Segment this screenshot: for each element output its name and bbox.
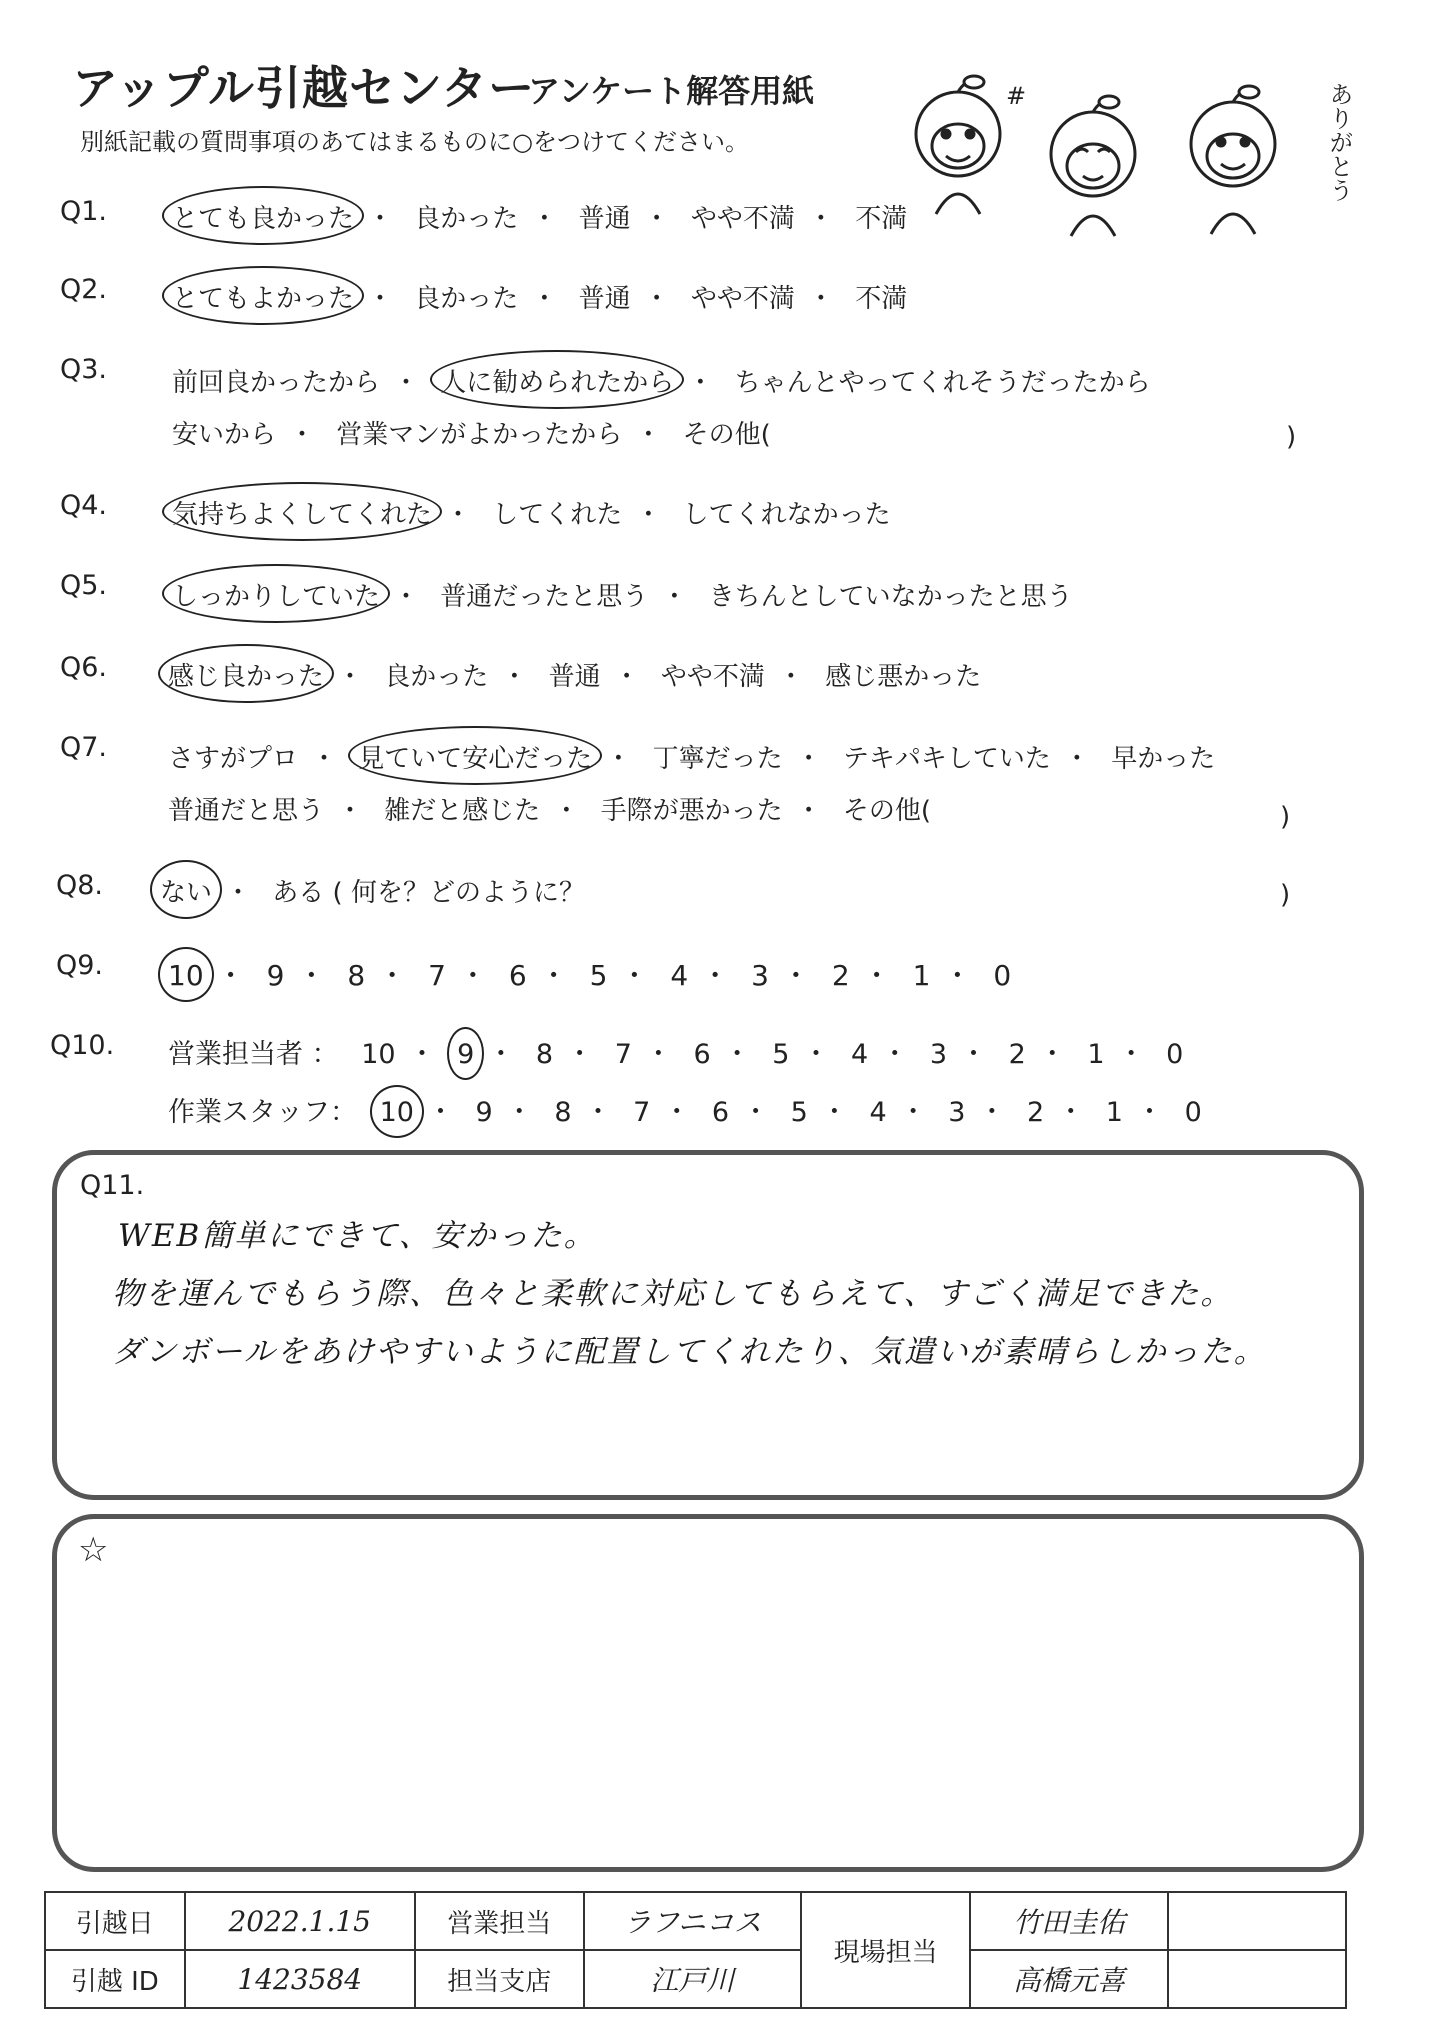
q7-paren-close: ): [1280, 802, 1291, 832]
q7-label: Q7.: [60, 732, 108, 763]
q5-label: Q5.: [60, 570, 108, 601]
branch-value: 江戸川: [584, 1950, 802, 2008]
q3-option[interactable]: 安いから: [172, 420, 277, 450]
q9-score-selected[interactable]: 10: [168, 959, 204, 992]
q7-option[interactable]: 早かった: [1111, 744, 1216, 774]
empty-cell: [1168, 1950, 1346, 2008]
q10-sales-score[interactable]: 10: [361, 1039, 396, 1070]
q7-options-line1: さすがプロ ・ 見ていて安心だった ・ 丁寧だった ・ テキパキしていた ・ 早かった: [168, 738, 1215, 775]
q4-label: Q4.: [60, 490, 108, 521]
q3-option[interactable]: 前回良かったから: [172, 368, 381, 398]
q3-options-line1: 前回良かったから ・ 人に勧められたから ・ ちゃんとやってくれそうだったから: [172, 362, 1151, 399]
q6-label: Q6.: [60, 652, 108, 683]
q10-sales-score-selected[interactable]: 9: [457, 1039, 475, 1070]
q9-score[interactable]: 7: [428, 959, 446, 992]
q11-comment-box[interactable]: [52, 1150, 1364, 1500]
q10-sales-score[interactable]: 6: [693, 1039, 711, 1070]
q7-option[interactable]: テキパキしていた: [842, 744, 1051, 774]
q3-paren-close: ): [1286, 422, 1297, 452]
q10-sales-score[interactable]: 7: [614, 1039, 632, 1070]
q11-comment-line: WEB簡単にできて、安かった。: [118, 1218, 597, 1254]
q1-option[interactable]: 不満: [855, 204, 908, 234]
q1-label: Q1.: [60, 196, 108, 227]
q4-options: 気持ちよくしてくれた ・ してくれた ・ してくれなかった: [172, 494, 891, 531]
q2-options: とてもよかった ・ 良かった ・ 普通 ・ やや不満 ・ 不満: [172, 278, 907, 315]
q3-option[interactable]: ちゃんとやってくれそうだったから: [734, 368, 1151, 398]
q3-option-other[interactable]: その他(: [682, 420, 771, 450]
company-title: アップル引越センター: [72, 61, 536, 115]
q10-staff-score[interactable]: 0: [1184, 1097, 1202, 1128]
q1-option[interactable]: やや不満: [690, 204, 795, 234]
q9-score[interactable]: 3: [751, 959, 769, 992]
q2-option-selected[interactable]: とてもよかった: [172, 278, 354, 315]
q6-option-selected[interactable]: 感じ良かった: [168, 656, 324, 693]
q3-label: Q3.: [60, 354, 108, 385]
q7-option[interactable]: 手際が悪かった: [600, 796, 783, 826]
empty-cell: [1168, 1892, 1346, 1950]
move-id-value: 1423584: [185, 1950, 415, 2008]
q10-staff-score-selected[interactable]: 10: [379, 1097, 414, 1128]
q5-options: しっかりしていた ・ 普通だったと思う ・ きちんとしていなかったと思う: [172, 576, 1073, 613]
q10-staff-score[interactable]: 7: [633, 1097, 651, 1128]
q6-option[interactable]: やや不満: [660, 662, 765, 692]
form-subtitle: アンケート解答用紙: [528, 72, 815, 110]
q11-comment-line: ダンボールをあけやすいように配置してくれたり、気遣いが素晴らしかった。: [112, 1334, 1267, 1370]
q10-staff-score[interactable]: 5: [790, 1097, 808, 1128]
q9-score[interactable]: 1: [912, 959, 931, 992]
q1-options: とても良かった ・ 良かった ・ 普通 ・ やや不満 ・ 不満: [172, 198, 907, 235]
q2-option[interactable]: やや不満: [690, 284, 795, 314]
q6-options: 感じ良かった ・ 良かった ・ 普通 ・ やや不満 ・ 感じ悪かった: [168, 656, 981, 693]
q7-option-other[interactable]: その他(: [842, 796, 932, 826]
sales-rep-value: ラフニコス: [584, 1892, 802, 1950]
site-staff-label: 現場担当: [801, 1892, 970, 2008]
q10-staff-score[interactable]: 6: [711, 1097, 730, 1128]
q1-option[interactable]: 良かった: [414, 204, 519, 234]
q10-staff-scale: 作業スタッフ： 10 ・ 9 ・ 8 ・ 7 ・ 6 ・ 5 ・ 4 ・ 3 ・ 2 ・ 1 ・ 0: [168, 1090, 1202, 1129]
thanks-text: ありがとう: [1325, 82, 1353, 202]
q9-score[interactable]: 2: [831, 959, 850, 992]
q1-option-selected[interactable]: とても良かった: [172, 198, 354, 235]
q7-option[interactable]: 丁寧だった: [652, 744, 783, 774]
q9-score[interactable]: 9: [266, 959, 285, 992]
q4-option[interactable]: してくれなかった: [682, 500, 891, 530]
sales-rep-label: 営業担当: [415, 1892, 584, 1950]
site-staff-value: 高橋元喜: [970, 1950, 1168, 2008]
move-date-value: 2022.1.15: [185, 1892, 415, 1950]
q6-option[interactable]: 普通: [548, 662, 601, 692]
q9-score[interactable]: 4: [670, 959, 689, 992]
q11-label: Q11.: [80, 1170, 145, 1201]
q1-option[interactable]: 普通: [578, 204, 631, 234]
q10-sales-score[interactable]: 5: [772, 1039, 790, 1070]
monkey-mascot-3: [1191, 86, 1275, 234]
monkey-mascots-illustration: [888, 64, 1318, 244]
q10-staff-score[interactable]: 9: [475, 1097, 493, 1128]
q8-option[interactable]: ある ( 何を？どのように？: [272, 878, 585, 908]
q2-option[interactable]: 不満: [855, 284, 908, 314]
move-info-table: [44, 1891, 1347, 2009]
q3-option-selected[interactable]: 人に勧められたから: [440, 362, 674, 399]
q8-option-selected[interactable]: ない: [160, 872, 212, 909]
q9-scale: 10 ・ 9 ・ 8 ・ 7 ・ 6 ・ 5 ・ 4 ・ 3 ・ 2 ・ 1 ・ 0: [168, 959, 1012, 992]
q4-option-selected[interactable]: 気持ちよくしてくれた: [172, 494, 432, 531]
q10-staff-score[interactable]: 4: [869, 1097, 887, 1128]
branch-label: 担当支店: [415, 1950, 584, 2008]
q5-option-selected[interactable]: しっかりしていた: [172, 576, 380, 613]
q10-sales-score[interactable]: 4: [851, 1039, 869, 1070]
q7-option[interactable]: さすがプロ: [168, 744, 299, 774]
q8-label: Q8.: [56, 870, 104, 901]
q9-score[interactable]: 0: [993, 959, 1012, 992]
monkey-mascot-1: [916, 76, 1000, 214]
q9-label: Q9.: [56, 950, 104, 981]
q11-comment-line: 物を運んでもらう際、色々と柔軟に対応してもらえて、すごく満足できた。: [112, 1276, 1234, 1312]
q5-option[interactable]: きちんとしていなかったと思う: [708, 582, 1073, 612]
q6-option[interactable]: 感じ悪かった: [825, 662, 982, 692]
q10-staff-score[interactable]: 2: [1027, 1097, 1045, 1128]
q3-options-line2: 安いから ・ 営業マンがよかったから ・ その他(: [172, 414, 771, 451]
q10-staff-label: 作業スタッフ：: [168, 1097, 357, 1128]
q8-options: ない ・ ある ( 何を？どのように？: [160, 872, 585, 909]
q6-option[interactable]: 良かった: [384, 662, 489, 692]
q10-sales-score[interactable]: 0: [1166, 1039, 1184, 1070]
q4-option[interactable]: してくれた: [492, 500, 623, 530]
q9-score[interactable]: 6: [508, 959, 527, 992]
q3-option[interactable]: 営業マンがよかったから: [336, 420, 623, 450]
star-icon: ☆: [78, 1530, 109, 1570]
q7-options-line2: 普通だと思う ・ 雑だと感じた ・ 手際が悪かった ・ その他(: [168, 790, 931, 827]
q9-score[interactable]: 5: [589, 959, 608, 992]
q5-option[interactable]: 普通だったと思う: [440, 582, 649, 612]
q7-option-selected[interactable]: 見ていて安心だった: [358, 738, 592, 775]
q10-sales-score[interactable]: 8: [535, 1039, 554, 1070]
q2-option[interactable]: 普通: [578, 284, 631, 314]
star-free-box[interactable]: [52, 1514, 1364, 1872]
move-id-label: 引越 ID: [45, 1950, 185, 2008]
q8-paren-close: ): [1280, 880, 1291, 910]
site-staff-value: 竹田圭佑: [970, 1892, 1168, 1950]
q2-option[interactable]: 良かった: [414, 284, 519, 314]
q7-option[interactable]: 普通だと思う: [168, 796, 325, 826]
q10-sales-scale: 営業担当者 ： 10 ・ 9 ・ 8 ・ 7 ・ 6 ・ 5 ・ 4 ・ 3 ・ 2 ・ 1 ・ 0: [168, 1032, 1183, 1071]
form-instruction: 別紙記載の質問事項のあてはまるものに○をつけてください。: [80, 128, 749, 156]
q2-label: Q2.: [60, 274, 108, 305]
q10-staff-score[interactable]: 3: [948, 1097, 966, 1128]
move-date-label: 引越日: [45, 1892, 185, 1950]
q10-sales-label: 営業担当者 ：: [168, 1039, 339, 1070]
q10-sales-score[interactable]: 2: [1008, 1039, 1026, 1070]
svg-text:#: #: [1006, 82, 1027, 110]
q10-staff-score[interactable]: 1: [1105, 1097, 1123, 1128]
q10-staff-score[interactable]: 8: [554, 1097, 572, 1128]
q7-option[interactable]: 雑だと感じた: [384, 796, 541, 826]
monkey-mascot-2: [1006, 82, 1135, 236]
q10-sales-score[interactable]: 3: [929, 1039, 948, 1070]
q10-sales-score[interactable]: 1: [1087, 1039, 1105, 1070]
q10-label: Q10.: [50, 1030, 115, 1061]
q9-score[interactable]: 8: [347, 959, 366, 992]
